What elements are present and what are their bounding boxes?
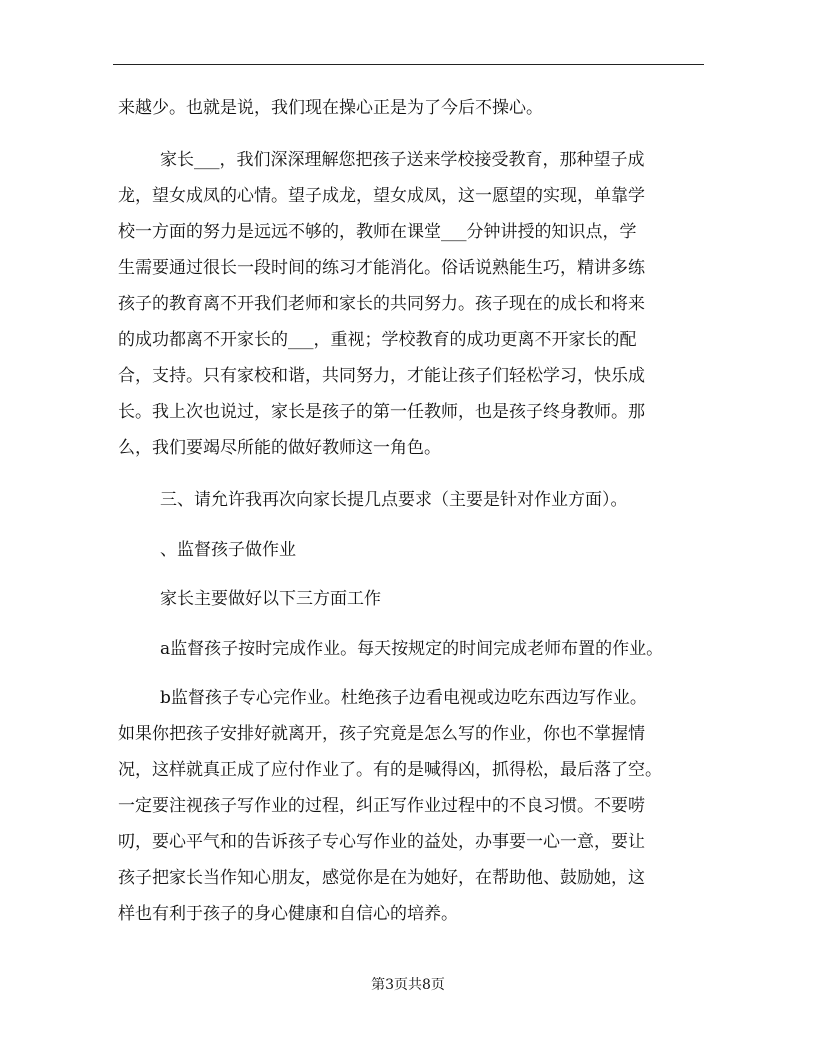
header-rule: [113, 64, 704, 65]
text-line-7: 的成功都离不开家长的___，重视；学校教育的成功更离不开家长的配: [118, 330, 637, 350]
text-line-9: 长。我上次也说过，家长是孩子的第一任教师，也是孩子终身教师。那: [118, 402, 645, 422]
text-line-18: 一定要注视孩子写作业的过程，纠正写作业过程中的不良习惯。不要唠: [118, 796, 645, 816]
text-line-2: 家长___，我们深深理解您把孩子送来学校接受教育，那种望子成: [160, 150, 645, 170]
text-line-8: 合，支持。只有家校和谐，共同努力，才能让孩子们轻松学习，快乐成: [118, 366, 645, 386]
text-line-5: 生需要通过很长一段时间的练习才能消化。俗话说熟能生巧，精讲多练: [118, 258, 645, 278]
text-line-21: 样也有利于孩子的身心健康和自信心的培养。: [118, 904, 458, 924]
text-line-19: 叨，要心平气和的告诉孩子专心写作业的益处，办事要一心一意，要让: [118, 832, 645, 852]
text-line-6: 孩子的教育离不开我们老师和家长的共同努力。孩子现在的成长和将来: [118, 294, 645, 314]
list-item-a: a监督孩子按时完成作业。每天按规定的时间完成老师布置的作业。: [160, 639, 664, 659]
text-line-20: 孩子把家长当作知心朋友，感觉你是在为她好，在帮助他、鼓励她，这: [118, 868, 645, 888]
page-number-footer: 第3页共8页: [371, 977, 445, 993]
text-line-16: 如果你把孩子安排好就离开，孩子究竟是怎么写的作业，你也不掌握情: [118, 724, 645, 744]
text-line-3: 龙，望女成凤的心情。望子成龙，望女成凤，这一愿望的实现，单靠学: [118, 186, 645, 206]
text-line-17: 况，这样就真正成了应付作业了。有的是喊得凶，抓得松，最后落了空。: [118, 760, 662, 780]
text-line-1: 来越少。也就是说，我们现在操心正是为了今后不操心。: [118, 98, 543, 118]
section-heading: 三、请允许我再次向家长提几点要求（主要是针对作业方面）。: [160, 490, 628, 510]
subsection-heading: 、监督孩子做作业: [160, 540, 296, 560]
text-line-13: 家长主要做好以下三方面工作: [160, 589, 381, 609]
text-line-10: 么，我们要竭尽所能的做好教师这一角色。: [118, 438, 441, 458]
list-item-b: b监督孩子专心完作业。杜绝孩子边看电视或边吃东西边写作业。: [160, 688, 647, 708]
text-line-4: 校一方面的努力是远远不够的，教师在课堂___分钟讲授的知识点，学: [118, 222, 637, 242]
